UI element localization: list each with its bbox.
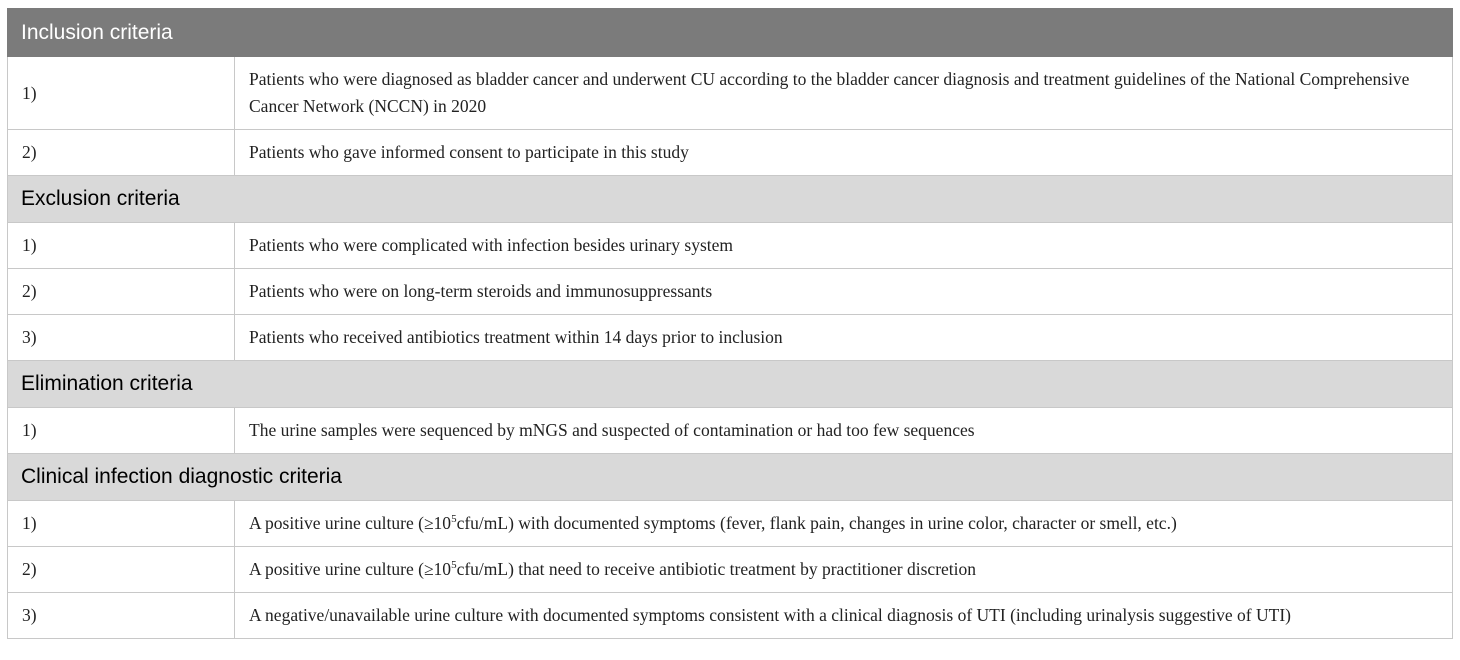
table-row xyxy=(8,57,1453,130)
row-text: Patients who gave informed consent to participate in this study xyxy=(235,130,1453,176)
row-number: 3) xyxy=(8,593,235,639)
row-number: 2) xyxy=(8,269,235,315)
section-header-inclusion xyxy=(8,9,1453,57)
table-row xyxy=(8,547,1453,593)
row-text-post: cfu/mL) that need to receive antibiotic treatment by practitioner discretion xyxy=(456,559,977,579)
row-text-pre: A positive urine culture (≥10 xyxy=(249,513,452,533)
table-row xyxy=(8,223,1453,269)
row-number: 1) xyxy=(8,57,235,130)
table-row xyxy=(8,130,1453,176)
row-text: Patients who were on long-term steroids and immunosuppressants xyxy=(235,269,1453,315)
row-number: 2) xyxy=(8,547,235,593)
row-number: 1) xyxy=(8,223,235,269)
row-number: 1) xyxy=(8,501,235,547)
section-title: Inclusion criteria xyxy=(8,9,1453,57)
section-title: Clinical infection diagnostic criteria xyxy=(8,454,1453,501)
row-text: A negative/unavailable urine culture with documented symptoms consistent with a clinical diagnosis of UTI (including urinalysis suggestive of UTI) xyxy=(235,593,1453,639)
row-text: Patients who were diagnosed as bladder cancer and underwent CU according to the bladder cancer diagnosis and treatment guidelines of the National Comprehensive Cancer Network (NCCN) in 2020 xyxy=(235,57,1453,130)
table-row xyxy=(8,315,1453,361)
table-row xyxy=(8,501,1453,547)
row-text xyxy=(235,547,1453,593)
table-row xyxy=(8,593,1453,639)
row-number: 2) xyxy=(8,130,235,176)
table-row xyxy=(8,269,1453,315)
criteria-table xyxy=(7,8,1453,639)
table-row xyxy=(8,408,1453,454)
section-title: Elimination criteria xyxy=(8,361,1453,408)
section-header-clinical-infection xyxy=(8,454,1453,501)
row-number: 1) xyxy=(8,408,235,454)
row-text xyxy=(235,501,1453,547)
superscript-exponent: 5 xyxy=(451,513,457,525)
row-number: 3) xyxy=(8,315,235,361)
criteria-table-container xyxy=(7,8,1453,639)
section-header-elimination xyxy=(8,361,1453,408)
section-title: Exclusion criteria xyxy=(8,176,1453,223)
row-text-pre: A positive urine culture (≥10 xyxy=(249,559,452,579)
row-text: Patients who were complicated with infection besides urinary system xyxy=(235,223,1453,269)
section-header-exclusion xyxy=(8,176,1453,223)
row-text-post: cfu/mL) with documented symptoms (fever, flank pain, changes in urine color, character or smell, etc.) xyxy=(456,513,1177,533)
superscript-exponent: 5 xyxy=(451,559,457,571)
row-text: Patients who received antibiotics treatment within 14 days prior to inclusion xyxy=(235,315,1453,361)
row-text: The urine samples were sequenced by mNGS and suspected of contamination or had too few sequences xyxy=(235,408,1453,454)
